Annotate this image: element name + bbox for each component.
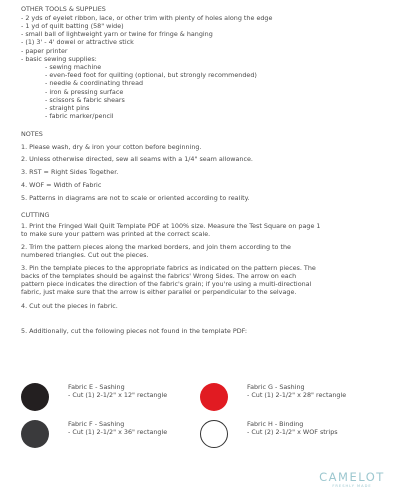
document-page — [21, 5, 391, 335]
camelot-logo — [315, 470, 389, 488]
note-item: 2. Unless otherwise directed, sew all seams with a 1/4" seam allowance. — [21, 155, 253, 164]
tools-title: OTHER TOOLS & SUPPLIES — [21, 5, 106, 13]
tools-item: - small ball of lightweight yarn or twine for fringe & hanging — [21, 30, 213, 39]
fabric-g-name: Fabric G - Sashing — [247, 383, 305, 391]
logo-tagline: FRESHLY MADE — [332, 484, 372, 488]
cutting-step-2-line: numbered triangles. Cut out the pieces. — [21, 251, 149, 260]
fabric-e-name: Fabric E - Sashing — [68, 383, 125, 391]
fabric-e-swatch — [21, 383, 49, 411]
fabric-h-name: Fabric H - Binding — [247, 420, 304, 428]
tools-section — [21, 5, 391, 120]
notes-title: NOTES — [21, 130, 43, 139]
fabric-h-text — [247, 420, 338, 436]
tools-item: - 2 yds of eyelet ribbon, lace, or other trim with plenty of holes along the edge — [21, 13, 273, 22]
logo-wordmark: CAMELOT — [319, 470, 385, 484]
tools-item: - 1 yd of quilt batting (58" wide) — [21, 22, 124, 30]
fabric-g-text — [247, 383, 346, 399]
fabric-h-swatch — [200, 420, 228, 448]
cutting-step-1 — [21, 222, 391, 238]
fabric-f-cut: - Cut (1) 2-1/2" x 36" rectangle — [68, 428, 168, 437]
sewing-supply-item: - iron & pressing surface — [45, 87, 124, 96]
cutting-step-1-line: to make sure your pattern was printed at the correct scale. — [21, 229, 211, 238]
cutting-step-3-line: pattern piece indicates the direction of the fabric's grain; if you're using a multi-directional — [21, 280, 312, 289]
tools-item: - paper printer — [21, 46, 68, 55]
note-item: 4. WOF = Width of Fabric — [21, 181, 102, 190]
note-item: 5. Patterns in diagrams are not to scale or oriented according to reality. — [21, 193, 250, 202]
cutting-step-3-line: fabric, just make sure that the arrow is either parallel or perpendicular to the selvage. — [21, 288, 297, 297]
fabric-g-swatch — [200, 383, 228, 411]
cutting-step-5: 5. Additionally, cut the following pieces not found in the template PDF: — [21, 326, 247, 335]
fabric-e-text — [68, 383, 167, 399]
cutting-title: CUTTING — [21, 210, 50, 219]
sewing-supply-item: - scissors & fabric shears — [45, 95, 125, 104]
tools-item: - (1) 3' - 4' dowel or attractive stick — [21, 38, 134, 47]
sewing-supply-item: - fabric marker/pencil — [45, 112, 114, 121]
cutting-step-1-line: 1. Print the Fringed Wall Quilt Template PDF at 100% size. Measure the Test Square on page 1 — [21, 221, 321, 230]
sewing-supply-item: - sewing machine — [45, 63, 102, 72]
cutting-step-2 — [21, 243, 391, 259]
cutting-step-3-line: backs of the templates should be against the fabrics' Wrong Sides. The arrow on each — [21, 272, 297, 281]
fabric-h-cut: - Cut (2) 2-1/2" x WOF strips — [247, 428, 338, 437]
tools-item: - basic sewing supplies: — [21, 54, 97, 63]
note-item: 1. Please wash, dry & iron your cotton before beginning. — [21, 142, 202, 151]
fabric-e-cut: - Cut (1) 2-1/2" x 12" rectangle — [68, 391, 168, 400]
sewing-supply-item: - even-feed foot for quilting (optional, but strongly recommended) — [45, 71, 257, 80]
sewing-supply-item: - needle & coordinating thread — [45, 79, 144, 88]
note-item: 3. RST = Right Sides Together. — [21, 168, 119, 177]
fabric-f-name: Fabric F - Sashing — [68, 420, 125, 428]
cutting-step-3 — [21, 264, 391, 296]
cutting-step-2-line: 2. Trim the pattern pieces along the marked borders, and join them according to the — [21, 243, 291, 252]
notes-section — [21, 130, 391, 202]
cutting-step-4: 4. Cut out the pieces in fabric. — [21, 301, 118, 310]
sewing-supply-item: - straight pins — [45, 104, 90, 113]
fabric-f-text — [68, 420, 167, 436]
fabric-g-cut: - Cut (1) 2-1/2" x 28" rectangle — [247, 391, 347, 400]
fabric-f-swatch — [21, 420, 49, 448]
cutting-section — [21, 211, 391, 335]
cutting-step-3-line: 3. Pin the template pieces to the appropriate fabrics as indicated on the pattern pieces. The — [21, 264, 316, 273]
